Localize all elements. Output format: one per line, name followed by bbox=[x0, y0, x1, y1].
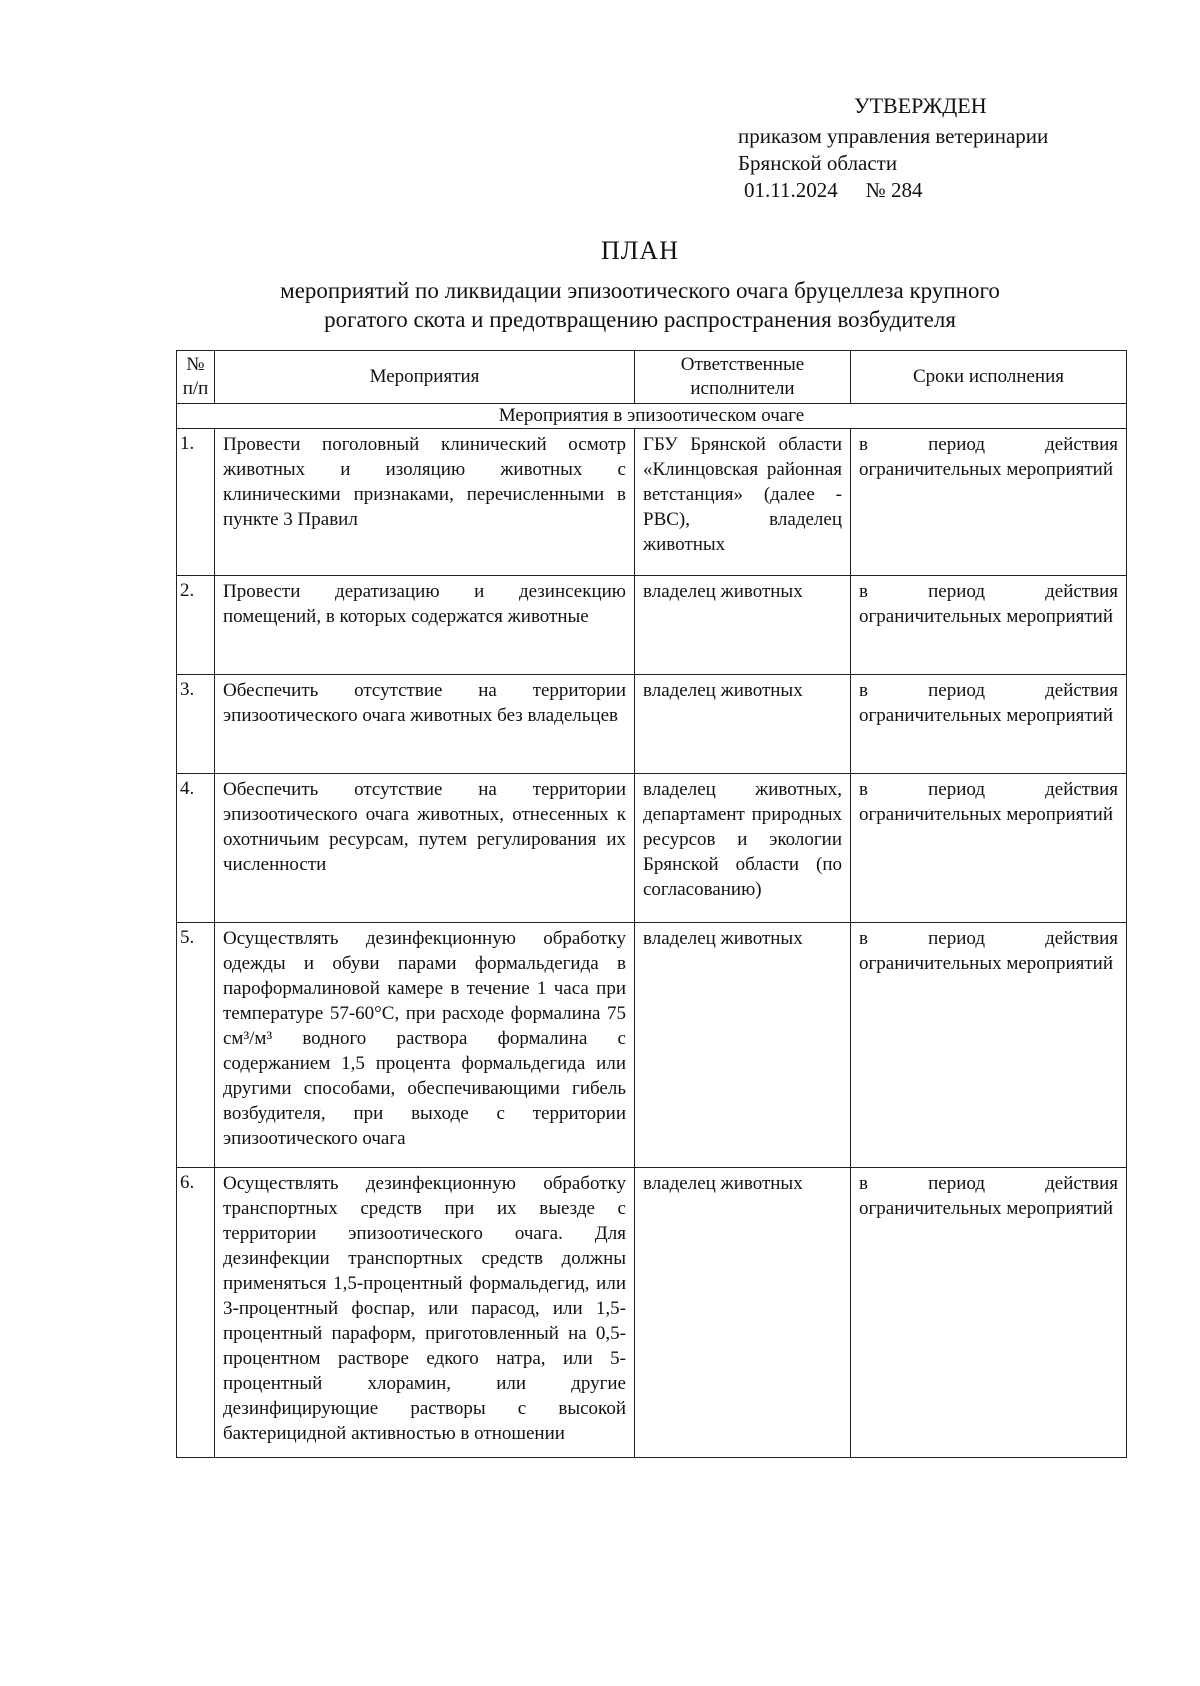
row-responsible: владелец животных, департамент природных ресурсов и экологии Брянской области (по согласованию) bbox=[635, 774, 851, 923]
approval-stamp bbox=[738, 92, 1048, 204]
header-deadlines: Сроки исполнения bbox=[851, 351, 1127, 404]
row-measure: Обеспечить отсутствие на территории эпизоотического очага животных, отнесенных к охотничьим ресурсам, путем регулирования их численности bbox=[215, 774, 635, 923]
row-responsible: владелец животных bbox=[635, 923, 851, 1168]
measures-table bbox=[176, 350, 1127, 1458]
table-row bbox=[177, 576, 1127, 675]
header-measures: Мероприятия bbox=[215, 351, 635, 404]
row-number: 4. bbox=[177, 774, 215, 923]
row-number: 5. bbox=[177, 923, 215, 1168]
row-measure: Обеспечить отсутствие на территории эпизоотического очага животных без владельцев bbox=[215, 675, 635, 774]
approval-date: 01.11.2024 bbox=[744, 178, 838, 202]
approval-number: № 284 bbox=[865, 178, 923, 202]
row-measure: Осуществлять дезинфекционную обработку транспортных средств при их выезде с территории эпизоотического очага. Для дезинфекции транспортных средств должны применяться 1,5-процентный формальдегид, или 3-процентный фоспар, или парасод, или 1,5-процентный параформ, приготовленный на 0,5-процентном растворе едкого натра, или 5-процентный хлорамин, или другие дезинфицирующие растворы с высокой бактерицидной активностью в отношении bbox=[215, 1168, 635, 1458]
row-deadline: в период действия ограничительных мероприятий bbox=[851, 675, 1127, 774]
row-deadline: в период действия ограничительных мероприятий bbox=[851, 774, 1127, 923]
table-header-row bbox=[177, 351, 1127, 404]
approval-order-line: приказом управления ветеринарии bbox=[738, 124, 1049, 148]
row-responsible: владелец животных bbox=[635, 675, 851, 774]
document-subtitle-line-2: рогатого скота и предотвращению распространения возбудителя bbox=[324, 307, 956, 332]
document-title: ПЛАН bbox=[601, 236, 679, 265]
table-row bbox=[177, 429, 1127, 576]
row-responsible: владелец животных bbox=[635, 576, 851, 675]
row-deadline: в период действия ограничительных мероприятий bbox=[851, 429, 1127, 576]
row-measure: Провести поголовный клинический осмотр животных и изоляцию животных с клиническими признаками, перечисленными в пункте 3 Правил bbox=[215, 429, 635, 576]
document-subtitle-line-1: мероприятий по ликвидации эпизоотического очага бруцеллеза крупного bbox=[280, 278, 1000, 303]
row-responsible: владелец животных bbox=[635, 1168, 851, 1458]
row-number: 2. bbox=[177, 576, 215, 675]
table-row bbox=[177, 1168, 1127, 1458]
header-responsible: Ответственные исполнители bbox=[635, 351, 851, 404]
header-number: № п/п bbox=[177, 351, 215, 404]
row-deadline: в период действия ограничительных мероприятий bbox=[851, 1168, 1127, 1458]
document-heading bbox=[150, 236, 1130, 334]
approval-region-line: Брянской области bbox=[738, 151, 898, 175]
row-number: 1. bbox=[177, 429, 215, 576]
table-row bbox=[177, 675, 1127, 774]
row-number: 6. bbox=[177, 1168, 215, 1458]
table-row bbox=[177, 774, 1127, 923]
table-row bbox=[177, 923, 1127, 1168]
row-deadline: в период действия ограничительных мероприятий bbox=[851, 576, 1127, 675]
section-title: Мероприятия в эпизоотическом очаге bbox=[177, 404, 1127, 429]
row-deadline: в период действия ограничительных мероприятий bbox=[851, 923, 1127, 1168]
row-measure: Осуществлять дезинфекционную обработку одежды и обуви парами формальдегида в пароформалиновой камере в течение 1 часа при температуре 57-60°С, при расходе формалина 75 см³/м³ водного раствора формалина с содержанием 1,5 процента формальдегида или другими способами, обеспечивающими гибель возбудителя, при выходе с территории эпизоотического очага bbox=[215, 923, 635, 1168]
approval-date-line bbox=[738, 177, 1048, 204]
row-number: 3. bbox=[177, 675, 215, 774]
approval-title: УТВЕРЖДЕН bbox=[854, 93, 987, 118]
row-measure: Провести дератизацию и дезинсекцию помещений, в которых содержатся животные bbox=[215, 576, 635, 675]
section-row bbox=[177, 404, 1127, 429]
row-responsible: ГБУ Брянской области «Клинцовская районная ветстанция» (далее - РВС), владелец животных bbox=[635, 429, 851, 576]
